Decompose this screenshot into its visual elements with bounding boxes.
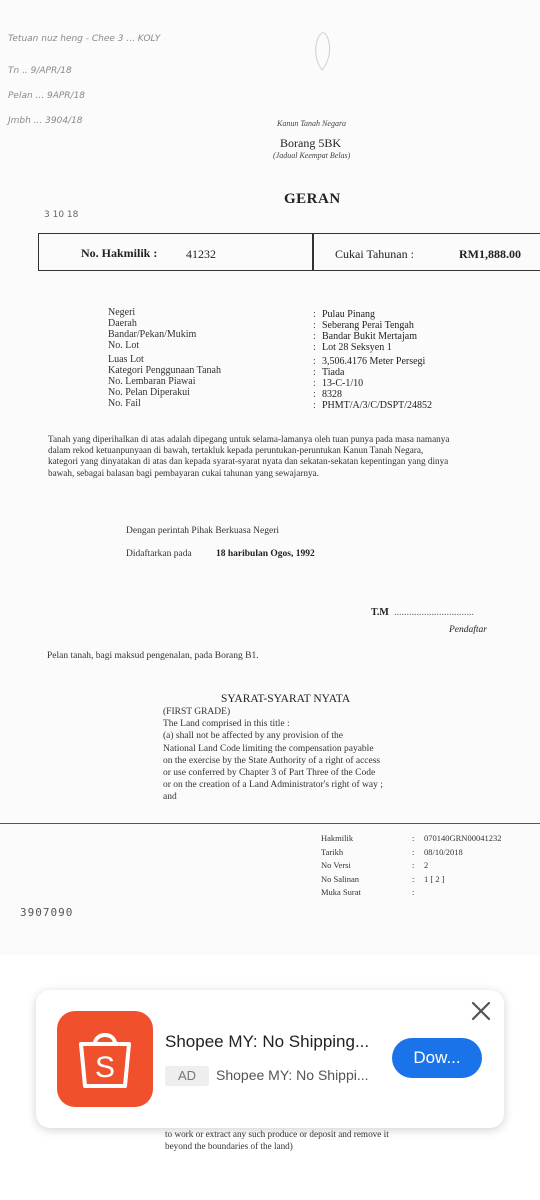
title-box [38, 233, 540, 271]
divider [0, 823, 540, 824]
shopping-bag-icon [75, 1026, 135, 1092]
ad-subtitle[interactable]: Shopee MY: No Shippi... [216, 1067, 369, 1083]
detail-label: No. Lot [108, 340, 140, 351]
detail-value: 8328 [322, 389, 342, 400]
hakmilik-value: 41232 [186, 247, 216, 261]
tenure-paragraph [48, 434, 540, 479]
handwritten-note: Jmbh ... 3904/18 [8, 116, 83, 126]
svg-text:S: S [94, 1051, 116, 1084]
detail-value: Bandar Bukit Mertajam [322, 331, 417, 342]
condition-line: National Land Code limiting the compensation payable [163, 743, 374, 754]
detail-label: Negeri [108, 307, 136, 318]
tail-line: to work or extract any such produce or deposit and remove it [165, 1129, 389, 1139]
detail-label: No. Lembaran Piawai [108, 376, 196, 387]
condition-line: The Land comprised in this title : [163, 719, 290, 730]
document-tail [165, 1128, 389, 1152]
detail-value: Lot 28 Seksyen 1 [322, 342, 392, 353]
conditions-text [163, 706, 383, 804]
meta-label: Tarikh [321, 846, 344, 857]
detail-value: 13-C-1/10 [322, 378, 364, 389]
handwritten-note: Pelan ... 9APR/18 [8, 91, 86, 101]
meta-colons: : : : : : [412, 833, 415, 897]
authority-line: Dengan perintah Pihak Berkuasa Negeri [126, 526, 280, 536]
detail-value: PHMT/A/3/C/DSPT/24852 [322, 400, 433, 411]
shopee-logo[interactable] [57, 1011, 153, 1107]
meta-value: 1 [ 2 ] [424, 873, 445, 884]
tail-line: beyond the boundaries of the land) [165, 1141, 293, 1151]
close-icon[interactable] [468, 998, 494, 1024]
schedule-name: (Jadual Keempat Belas) [273, 151, 351, 160]
registrar-label: Pendaftar [449, 625, 487, 635]
condition-line: (FIRST GRADE) [163, 707, 231, 717]
registered-label: Didaftarkan pada [126, 549, 192, 559]
meta-value: 070140GRN00041232 [424, 833, 502, 843]
condition-line: or on the creation of a Land Administrator's right of way ; [163, 780, 383, 791]
meta-values [424, 832, 501, 886]
conditions-heading: SYARAT-SYARAT NYATA [221, 693, 351, 705]
act-name: Kanun Tanah Negara [277, 119, 347, 128]
meta-labels [321, 832, 361, 900]
ad-title[interactable]: Shopee MY: No Shipping... [165, 1032, 370, 1051]
detail-label: No. Pelan Diperakui [108, 387, 190, 398]
detail-value: Seberang Perai Tengah [322, 320, 414, 331]
signature-label: T.M [371, 607, 389, 618]
meta-value: 08/10/2018 [424, 846, 463, 857]
details-labels [108, 307, 221, 409]
condition-line: or use conferred by Chapter 3 of Part Three of the Code [163, 768, 376, 779]
detail-label: Daerah [108, 318, 137, 329]
condition-line: and [163, 792, 177, 803]
detail-value: Pulau Pinang [322, 309, 376, 320]
box-divider [312, 234, 314, 270]
detail-label: Bandar/Pekan/Mukim [108, 329, 197, 340]
signature-dots: ................................ [394, 607, 474, 618]
registered-date: 18 haribulan Ogos, 1992 [216, 549, 315, 559]
meta-label: Muka Surat [321, 887, 361, 897]
details-values [322, 309, 432, 411]
paragraph-line: dalam rekod ketuanpunyaan di bawah, tertakluk kepada peruntukan-peruntukan Kanun Tanah Negara, [48, 445, 424, 456]
paragraph-line: kategori yang dinyatakan di atas dan kepada syarat-syarat nyata dan sekatan-sekatan kepentingan yang dinya [48, 456, 449, 467]
hakmilik-label: No. Hakmilik : [81, 246, 158, 260]
detail-label: Luas Lot [108, 354, 144, 365]
meta-value: 2 [424, 860, 429, 870]
details-colons: : : : : : : : : : [313, 309, 316, 411]
detail-value: 3,506.4176 Meter Persegi [322, 356, 426, 367]
form-name: Borang 5BK [280, 136, 341, 150]
meta-label: No Salinan [321, 873, 360, 884]
handwritten-note: Tn .. 9/APR/18 [8, 66, 72, 76]
ad-badge: AD [165, 1066, 209, 1086]
watermark-seal [308, 28, 338, 76]
download-button[interactable]: Dow... [392, 1038, 482, 1078]
meta-label: No Versi [321, 860, 351, 870]
handwritten-date: 3 10 18 [44, 210, 79, 220]
handwritten-note: Tetuan nuz heng - Chee 3 ... KOLY [8, 34, 161, 44]
detail-value: Tiada [322, 367, 345, 378]
stamp-number: 3907090 [20, 906, 74, 919]
detail-label: No. Fail [108, 398, 141, 409]
detail-label: Kategori Penggunaan Tanah [108, 365, 221, 376]
meta-label: Hakmilik [321, 833, 354, 843]
paragraph-line: Tanah yang diperihalkan di atas adalah dipegang untuk selama-lamanya oleh tuan punya pada masa namanya [48, 434, 450, 444]
page-title: GERAN [284, 191, 341, 207]
cukai-label: Cukai Tahunan : [335, 247, 414, 261]
paragraph-line: bawah, sebagai balasan bagi pembayaran cukai tahunan yang sewajarnya. [48, 467, 319, 478]
cukai-value: RM1,888.00 [459, 247, 521, 261]
condition-line: on the exercise by the State Authority of a right of access [163, 755, 381, 766]
plan-note: Pelan tanah, bagi maksud pengenalan, pada Borang B1. [47, 651, 259, 661]
condition-line: (a) shall not be affected by any provision of the [163, 731, 344, 742]
ad-banner[interactable] [36, 990, 504, 1128]
